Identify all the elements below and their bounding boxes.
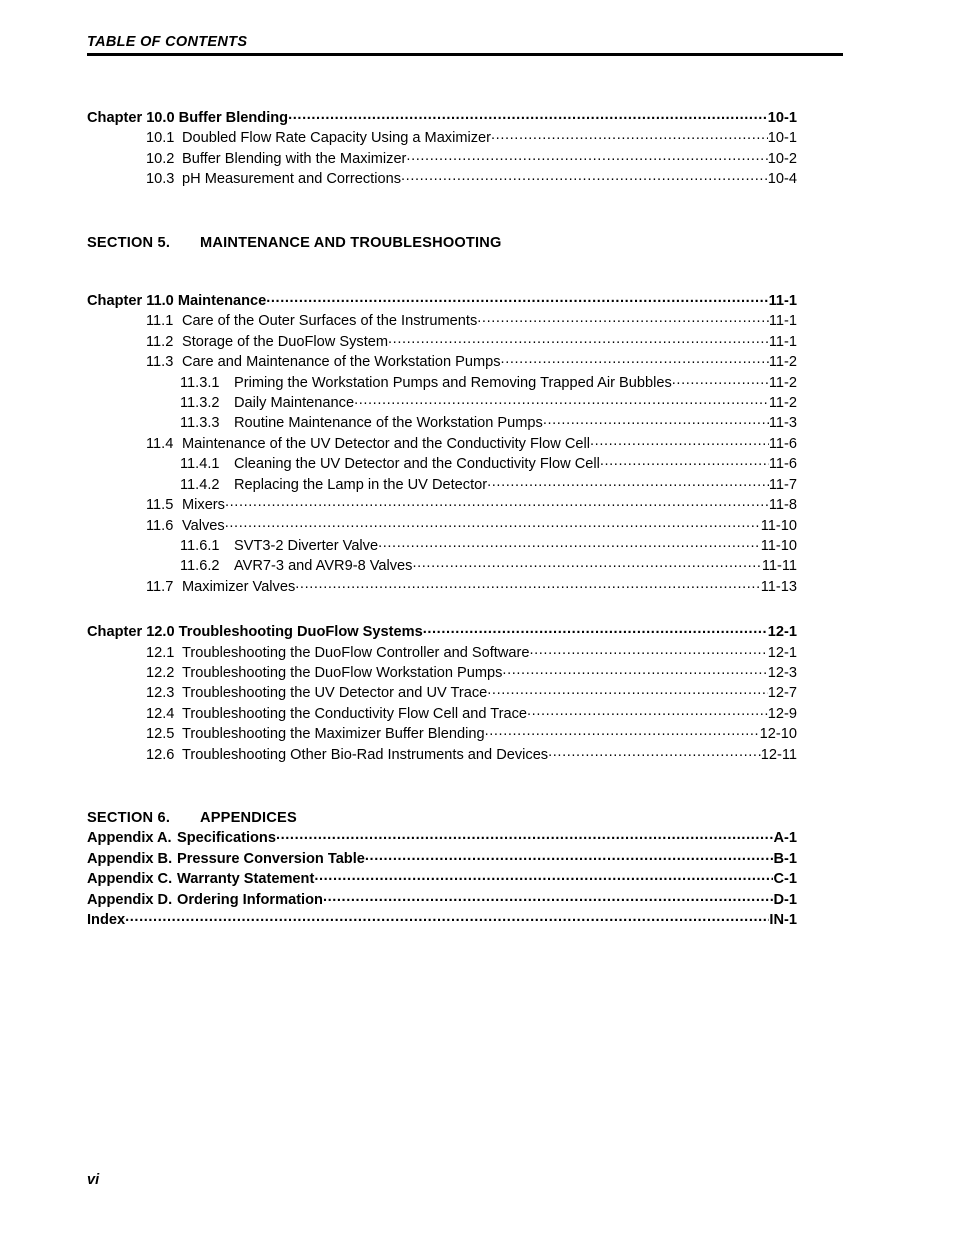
toc-entry-title: AVR7-3 and AVR9-8 Valves	[234, 558, 413, 575]
toc-entry-number: 12.4	[146, 705, 175, 722]
toc-entry-label	[180, 414, 543, 433]
page-title: TABLE OF CONTENTS	[87, 34, 248, 50]
toc-entry-title: Chapter 10.0 Buffer Blending	[87, 110, 289, 126]
toc-entry-label	[146, 496, 225, 515]
toc-entry-title: Troubleshooting the Conductivity Flow Cell and Trace	[182, 705, 528, 722]
toc-entry-label	[87, 292, 266, 311]
toc-entry-number: 11.2	[146, 333, 174, 350]
toc-entry-label	[146, 353, 501, 372]
toc-entry-page-number: 11-2	[768, 395, 797, 412]
toc-entry-label	[146, 312, 477, 331]
toc-entry-title: Replacing the Lamp in the UV Detector	[234, 476, 488, 493]
toc-entry[interactable]	[87, 622, 797, 642]
toc-entry-page-number: 10-1	[767, 110, 797, 126]
dot-leader	[225, 516, 761, 530]
toc-entry-label	[146, 684, 487, 703]
toc-entry-label	[180, 557, 412, 576]
toc-entry[interactable]	[146, 311, 797, 331]
toc-entry-label	[146, 578, 295, 597]
toc-entry-number: 11.6.2	[180, 558, 220, 575]
toc-entry-label	[146, 435, 590, 454]
toc-entry-label	[180, 537, 378, 556]
dot-leader	[378, 536, 761, 550]
toc-entry-number: Appendix A.	[87, 830, 172, 847]
section-number: SECTION 5.	[87, 234, 171, 251]
toc-entry-page-number: 12-3	[767, 664, 797, 681]
toc-entry-page-number: 10-2	[767, 150, 797, 167]
toc-entry-label	[87, 870, 314, 889]
toc-entry-title: Valves	[182, 517, 225, 534]
toc-entry[interactable]	[146, 149, 797, 169]
toc-entry-page-number: D-1	[773, 891, 797, 908]
toc-entry-title: Chapter 12.0 Troubleshooting DuoFlow Systems	[87, 624, 423, 641]
toc-entry-page-number: IN-1	[769, 912, 797, 928]
toc-entry-number: 11.3.3	[180, 415, 220, 432]
spacer	[87, 190, 797, 234]
section-number: SECTION 6.	[87, 809, 171, 826]
toc-entry-list	[87, 108, 797, 930]
toc-entry[interactable]	[87, 291, 797, 311]
toc-entry-label	[87, 891, 323, 910]
toc-entry-number: 11.3.1	[180, 374, 220, 391]
toc-entry-page-number: B-1	[773, 850, 797, 867]
toc-entry-page-number: 12-7	[767, 685, 797, 702]
dot-leader	[406, 149, 767, 163]
dot-leader	[487, 475, 769, 489]
dot-leader	[225, 495, 769, 509]
dot-leader	[276, 828, 774, 842]
spacer	[87, 765, 797, 809]
toc-entry-page-number: 11-10	[760, 517, 797, 534]
toc-entry-title: Mixers	[182, 497, 225, 514]
dot-leader	[548, 745, 761, 759]
toc-entry-label	[180, 374, 672, 393]
toc-entry-title: Troubleshooting the DuoFlow Workstation Pumps	[182, 664, 503, 681]
toc-entry[interactable]	[146, 169, 797, 189]
toc-entry[interactable]	[87, 849, 797, 869]
toc-entry-number: 12.6	[146, 746, 175, 763]
toc-entry[interactable]	[146, 516, 797, 536]
toc-entry-title: Routine Maintenance of the Workstation Pumps	[234, 415, 543, 432]
dot-leader	[365, 849, 774, 863]
toc-entry[interactable]	[180, 373, 797, 393]
toc-entry[interactable]	[180, 536, 797, 556]
toc-entry-title: Troubleshooting the UV Detector and UV Trace	[182, 685, 488, 702]
toc-entry-title: pH Measurement and Corrections	[182, 171, 402, 188]
dot-leader	[354, 393, 769, 407]
dot-leader	[543, 413, 769, 427]
spacer	[87, 253, 797, 291]
dot-leader	[401, 169, 768, 183]
toc-entry-label	[87, 911, 125, 930]
dot-leader	[412, 556, 761, 570]
toc-entry-label	[87, 109, 288, 128]
toc-entry-page-number: 11-6	[768, 435, 797, 452]
toc-entry-number: 12.1	[146, 644, 175, 661]
toc-entry-number: Appendix B.	[87, 850, 173, 867]
toc-entry-label	[180, 394, 354, 413]
toc-entry[interactable]	[146, 663, 797, 683]
toc-entry[interactable]	[87, 869, 797, 889]
toc-entry-label	[180, 476, 487, 495]
toc-entry-number: 11.3	[146, 354, 174, 371]
toc-entry-number: 11.5	[146, 497, 174, 514]
toc-entry-page-number: 11-2	[768, 354, 797, 371]
toc-entry-label	[146, 129, 491, 148]
dot-leader	[266, 291, 768, 305]
toc-entry-label	[146, 517, 225, 536]
toc-entry-number: Appendix D.	[87, 891, 173, 908]
running-header	[87, 33, 843, 56]
toc-entry-page-number: 11-1	[768, 333, 797, 350]
toc-entry-label	[146, 170, 401, 189]
toc-entry[interactable]	[180, 413, 797, 433]
toc-entry-page-number: 12-1	[767, 624, 797, 641]
toc-entry[interactable]	[146, 332, 797, 352]
toc-entry[interactable]	[146, 724, 797, 744]
dot-leader	[295, 577, 760, 591]
toc-entry-page-number: 11-3	[768, 415, 797, 432]
toc-entry-page-number: 11-10	[760, 537, 797, 554]
dot-leader	[600, 454, 769, 468]
toc-entry-number: Appendix C.	[87, 871, 173, 888]
toc-entry-number: 11.4.2	[180, 476, 220, 493]
toc-entry-title: Index	[87, 912, 126, 928]
toc-entry-number: 11.4.1	[180, 456, 220, 473]
toc-entry[interactable]	[180, 556, 797, 576]
toc-entry-title: Troubleshooting the Maximizer Buffer Blending	[182, 726, 485, 743]
toc-entry-page-number: 11-6	[768, 456, 797, 473]
toc-entry[interactable]	[146, 745, 797, 765]
toc-entry[interactable]	[146, 683, 797, 703]
dot-leader	[125, 910, 769, 924]
toc-entry[interactable]	[87, 828, 797, 848]
dot-leader	[529, 643, 767, 657]
toc-entry-title: Doubled Flow Rate Capacity Using a Maximizer	[182, 130, 492, 147]
dot-leader	[477, 311, 769, 325]
dot-leader	[672, 373, 769, 387]
toc-entry-number: 12.2	[146, 664, 175, 681]
toc-entry[interactable]	[146, 128, 797, 148]
dot-leader	[314, 869, 773, 883]
toc-entry-page-number: 12-11	[760, 746, 797, 763]
toc-entry-title: Specifications	[177, 830, 276, 847]
spacer	[87, 597, 797, 622]
toc-entry-number: 11.6.1	[180, 537, 220, 554]
toc-entry-title: Ordering Information	[177, 891, 323, 908]
toc-entry-page-number: 11-1	[768, 293, 797, 310]
toc-entry-page-number: A-1	[773, 830, 797, 847]
toc-entry-page-number: 11-13	[760, 578, 797, 595]
toc-entry-title: Maintenance of the UV Detector and the Conductivity Flow Cell	[182, 435, 591, 452]
dot-leader	[388, 332, 769, 346]
dot-leader	[323, 890, 774, 904]
toc-entry-title: Storage of the DuoFlow System	[182, 333, 389, 350]
dot-leader	[491, 128, 768, 142]
toc-entry-page-number: 12-1	[767, 644, 797, 661]
section-title: APPENDICES	[200, 809, 297, 826]
toc-entry[interactable]	[146, 434, 797, 454]
toc-entry-page-number: 10-1	[767, 130, 797, 147]
toc-entry-title: Troubleshooting Other Bio-Rad Instruments and Devices	[182, 746, 549, 763]
dot-leader	[590, 434, 769, 448]
dot-leader	[485, 724, 760, 738]
toc-entry-number: 11.4	[146, 435, 174, 452]
section-heading	[87, 234, 797, 253]
toc-entry-number: 11.7	[146, 578, 174, 595]
toc-entry-page-number: 11-7	[768, 476, 797, 493]
toc-entry-label	[87, 850, 365, 869]
page-folio: vi	[87, 1172, 100, 1188]
toc-entry-number: 10.3	[146, 171, 175, 188]
toc-entry-title: Warranty Statement	[177, 871, 315, 888]
toc-entry-label	[146, 725, 485, 744]
toc-entry-title: Maximizer Valves	[182, 578, 296, 595]
toc-entry-page-number: 10-4	[767, 171, 797, 188]
section-heading	[87, 809, 797, 828]
toc-entry[interactable]	[180, 475, 797, 495]
dot-leader	[423, 622, 768, 636]
dot-leader	[288, 108, 768, 122]
toc-entry-title: Pressure Conversion Table	[177, 850, 365, 867]
toc-entry[interactable]	[146, 643, 797, 663]
toc-entry-number: 10.1	[146, 130, 175, 147]
toc-entry[interactable]	[146, 704, 797, 724]
toc-entry-title: Daily Maintenance	[234, 395, 355, 412]
toc-entry-page-number: C-1	[773, 871, 797, 888]
toc-entry[interactable]	[180, 454, 797, 474]
toc-entry-title: Troubleshooting the DuoFlow Controller and Software	[182, 644, 530, 661]
toc-entry-label	[180, 455, 600, 474]
toc-entry-page-number: 11-11	[761, 558, 797, 575]
dot-leader	[487, 683, 768, 697]
toc-entry[interactable]	[180, 393, 797, 413]
toc-entry-title: Buffer Blending with the Maximizer	[182, 150, 407, 167]
toc-entry[interactable]	[146, 495, 797, 515]
toc-entry-title: Chapter 11.0 Maintenance	[87, 293, 267, 310]
toc-entry-title: Priming the Workstation Pumps and Removing Trapped Air Bubbles	[234, 374, 672, 391]
toc-entry-title: Care and Maintenance of the Workstation Pumps	[182, 354, 501, 371]
toc-entry-page-number: 12-9	[767, 705, 797, 722]
toc-entry-title: Care of the Outer Surfaces of the Instruments	[182, 313, 478, 330]
toc-entry-number: 12.5	[146, 726, 175, 743]
toc-entry[interactable]	[146, 352, 797, 372]
toc-entry-page-number: 11-2	[768, 374, 797, 391]
toc-entry[interactable]	[87, 910, 797, 930]
toc-entry-number: 11.1	[146, 313, 174, 330]
toc-entry-number: 10.2	[146, 150, 175, 167]
toc-entry-title: Cleaning the UV Detector and the Conductivity Flow Cell	[234, 456, 600, 473]
toc-entry[interactable]	[146, 577, 797, 597]
section-title: MAINTENANCE AND TROUBLESHOOTING	[200, 234, 502, 251]
toc-entry-label	[87, 829, 276, 848]
toc-entry[interactable]	[87, 108, 797, 128]
dot-leader	[527, 704, 768, 718]
toc-entry-label	[146, 705, 527, 724]
toc-entry-number: 11.3.2	[180, 395, 220, 412]
toc-entry-page-number: 11-8	[768, 497, 797, 514]
toc-entry-label	[146, 644, 529, 663]
header-rule	[87, 53, 843, 56]
dot-leader	[502, 663, 767, 677]
toc-entry-number: 12.3	[146, 685, 175, 702]
toc-entry-label	[146, 150, 406, 169]
toc-entry-label	[87, 623, 423, 642]
toc-entry-page-number: 12-10	[759, 726, 797, 743]
toc-entry-number: 11.6	[146, 517, 174, 534]
toc-entry-label	[146, 746, 548, 765]
toc-entry[interactable]	[87, 890, 797, 910]
toc-entry-title: SVT3-2 Diverter Valve	[234, 537, 379, 554]
toc-entry-page-number: 11-1	[768, 313, 797, 330]
toc-entry-label	[146, 664, 502, 683]
dot-leader	[501, 352, 769, 366]
toc-entry-label	[146, 333, 388, 352]
